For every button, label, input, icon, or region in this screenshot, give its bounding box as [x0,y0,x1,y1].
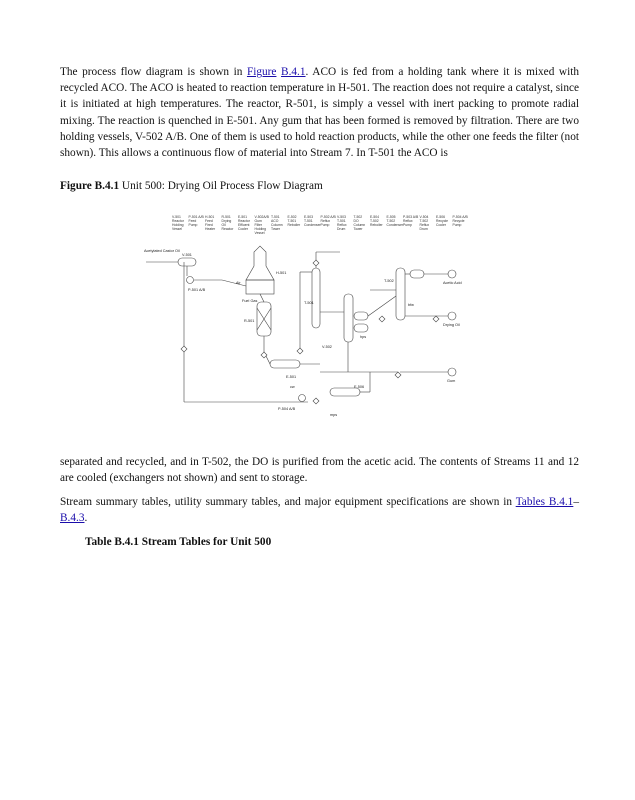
label-v501: V-501 [182,253,192,257]
label-fuel: Fuel Gas [242,299,258,303]
legend-entry: P-501 A/B Feed Pump [188,215,204,227]
legend-entry: E-504 T-502 Reboiler [370,215,383,227]
legend-entry: T-502 DO Column Tower [353,215,366,231]
tables-text: Stream summary tables, utility summary tables, and major equipment specifications are shown in [60,496,516,508]
label-acetic-acid: Acetic Acid [443,281,462,285]
legend-entry: E-506 Recycle Cooler [436,215,449,227]
legend-entry: E-505 T-502 Condenser [386,215,404,227]
legend-entry: P-504 A/B Recycle Pump [452,215,468,227]
label-e506: E-506 [354,385,365,389]
tables-period: . [84,512,88,525]
figure-caption [60,178,323,194]
legend-entry: T-501 ACO Column Tower [271,215,283,231]
equipment-legend [172,215,469,235]
label-t501: T-501 [304,301,314,305]
label-r501: R-501 [244,319,255,323]
separation-paragraph: separated and recycled, and in T-502, the DO is purified from the acetic acid. The contents of Streams 11 and 12 are cooled (exchangers not shown) and sent to storage. [60,456,579,485]
intro-text-2: . ACO is fed from a holding tank where it is mixed with recycled ACO. The ACO is heated to reaction temperature in H-501. The reaction does not require a catalyst, since it is initiated at high temperatures. The reactor, R-501, is simply a vessel with inert packing to promote radial mixing. The reaction is quenched in E-501. Any gum that has been formed is removed by filtration. There are two holding vessels, V-502 A/B. One of them is used to hold reaction products, while the other one feeds the filter (not shown). This allows a continuous flow of material into Stream 7. In T-501 the ACO is [60,66,579,160]
figure-title: Unit 500: Drying Oil Process Flow Diagram [119,180,323,192]
label-mps: mps [330,413,338,417]
figure-link-number[interactable]: B.4.1 [281,66,306,78]
label-bfw: bfw [408,303,414,307]
tables-link-2[interactable]: B.4.3 [60,512,85,525]
legend-entry: E-501 Reactor Effluent Cooler [238,215,250,231]
label-e501: E-501 [286,375,297,379]
label-drying-oil: Drying Oil [443,323,460,327]
process-flow-diagram [140,212,480,422]
label-cw: cw [290,385,295,389]
intro-text-1: The process flow diagram is shown in [60,66,247,78]
figure-link-word[interactable]: Figure [246,66,277,78]
tables-paragraph [60,494,579,526]
label-h501: H-501 [276,271,287,275]
label-gum: Gum [447,379,456,383]
figure-label: Figure B.4.1 [60,180,120,192]
label-feed: Acetylated Castor Oil [144,249,180,253]
table-heading: Table B.4.1 Stream Tables for Unit 500 [85,536,272,548]
legend-entry: P-503 A/B Reflux Pump [403,215,419,227]
label-p501: P-501 A/B [188,288,206,292]
legend-entry: V-501 Reactor Holding Vessel [172,215,184,231]
legend-entry: V-504 T-502 Reflux Drum [419,215,430,231]
legend-entry: E-503 T-501 Condenser [304,215,321,227]
tables-link[interactable]: Tables B.4.1 [515,496,574,508]
legend-entry: V-503 T-501 Reflux Drum [337,215,347,231]
legend-entry: E-502 T-501 Reboiler [287,215,301,227]
legend-entry: R-501 Drying Oil Reactor [221,215,234,231]
label-air: Air [236,281,241,285]
legend-entry: H-501 Feed Fired Heater [205,215,216,231]
legend-entry: P-502 A/B Reflux Pump [320,215,336,227]
label-t502: T-502 [384,279,394,283]
intro-paragraph [60,64,579,161]
label-hps: hps [360,335,367,339]
tables-dash: – [573,496,579,508]
legend-entry: V-502A/B Gum Filter Holding Vessel [254,215,269,235]
label-p504: P-504 A/B [278,407,296,411]
label-v502: V-502 [322,345,332,349]
